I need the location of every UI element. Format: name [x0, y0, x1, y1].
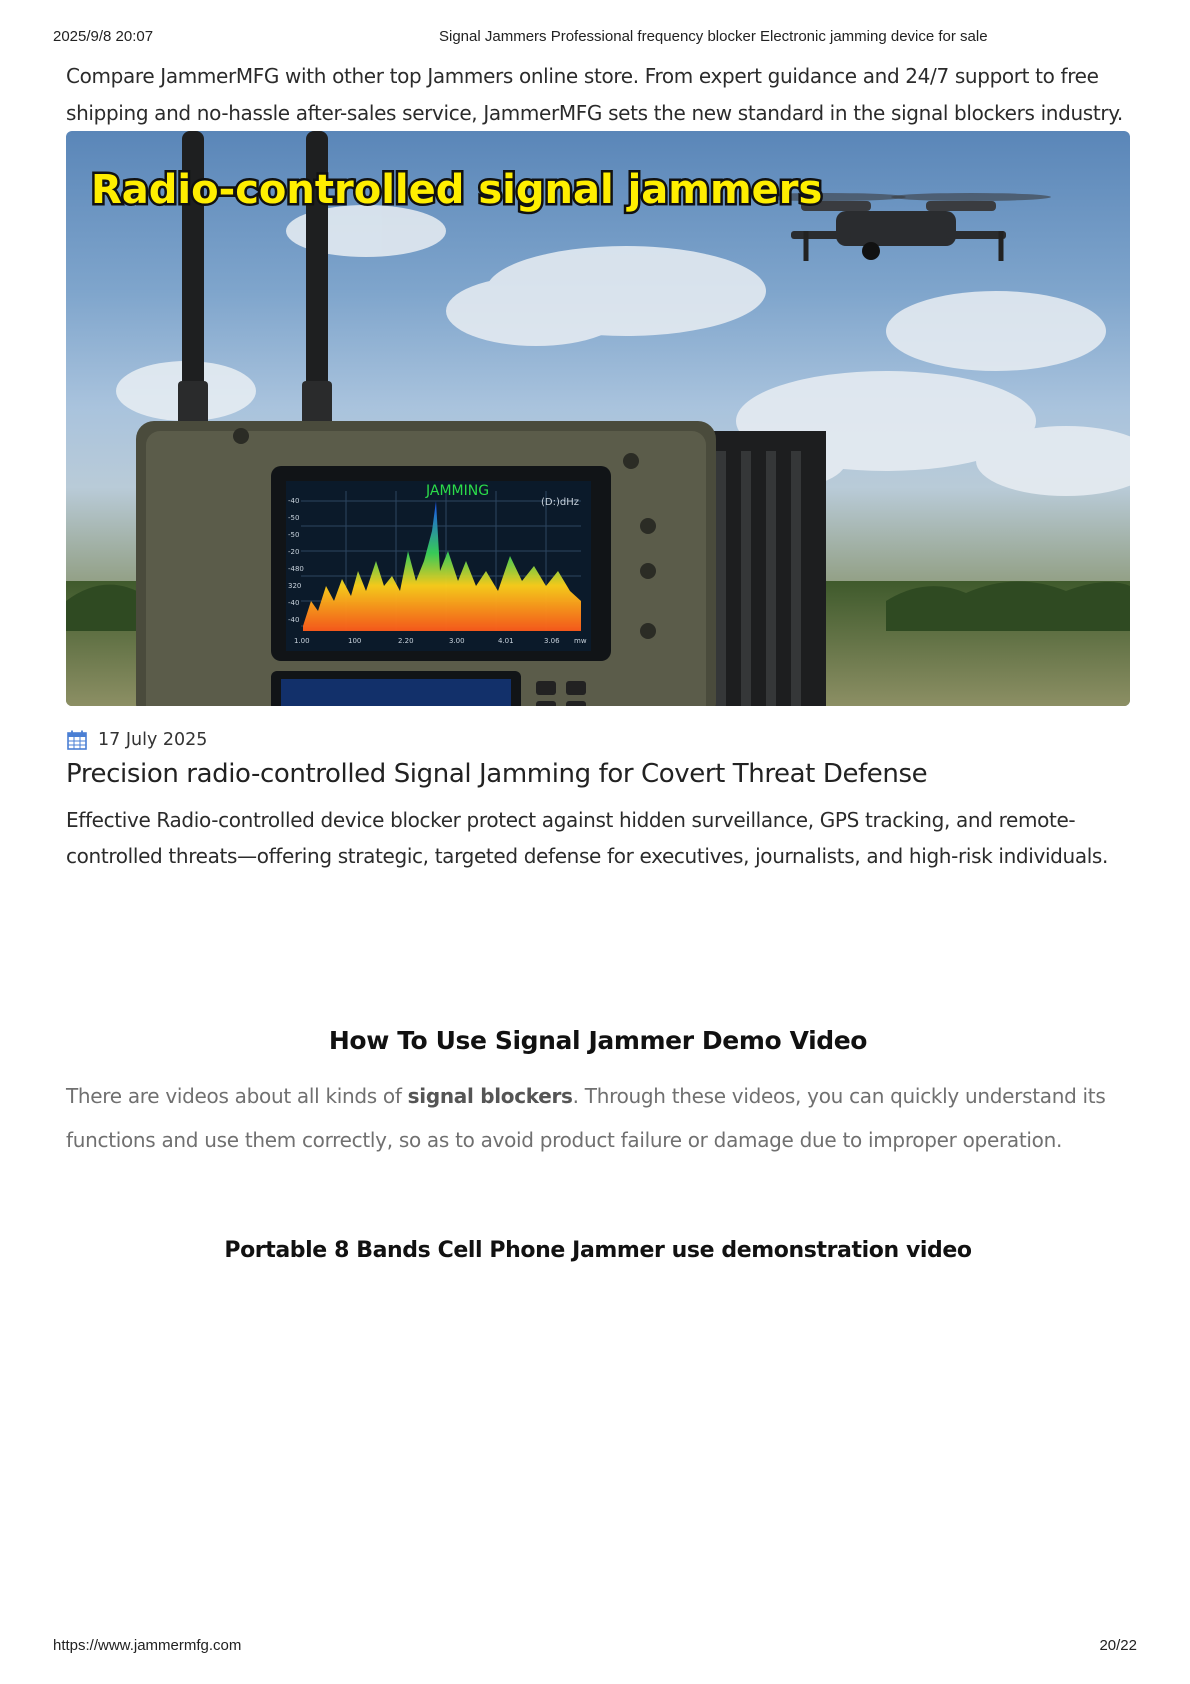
- post-title-link[interactable]: Precision radio-controlled Signal Jamming for Covert Threat Defense: [66, 759, 928, 789]
- demo-text-end: . Through these videos, you can quickly understand its: [572, 1084, 1106, 1108]
- print-header: [53, 28, 1137, 48]
- demo-text-line-1: [66, 1074, 1130, 1118]
- x-tick: 100: [348, 637, 362, 645]
- hero-overlay-title: Radio-controlled signal jammers: [91, 167, 823, 213]
- demo-section-title: How To Use Signal Jammer Demo Video: [328, 1026, 868, 1055]
- demo-text-start: There are videos about all kinds of: [66, 1084, 408, 1108]
- post-meta: [66, 728, 207, 752]
- post-date: 17 July 2025: [98, 730, 208, 750]
- intro-paragraph: [66, 58, 1130, 132]
- print-url: https://www.jammermfg.com: [53, 1637, 242, 1654]
- intro-line-1: Compare JammerMFG with other top Jammers online store. From expert guidance and 24/7 support to free: [66, 64, 1099, 88]
- jammer-device: [136, 421, 716, 706]
- y-tick: 320: [288, 582, 302, 590]
- print-page-title: Signal Jammers Professional frequency blocker Electronic jamming device for sale: [439, 28, 988, 45]
- signal-blockers-link[interactable]: signal blockers: [407, 1084, 573, 1108]
- page-number: 20/22: [1099, 1637, 1137, 1654]
- hero-image[interactable]: [66, 131, 1130, 706]
- y-tick: -40: [288, 497, 300, 505]
- x-tick: mw: [574, 637, 587, 645]
- x-tick: 4.01: [498, 637, 514, 645]
- post-excerpt: [66, 802, 1130, 874]
- y-tick: -40: [288, 616, 300, 624]
- x-tick: 2.20: [398, 637, 414, 645]
- intro-line-2: shipping and no-hassle after-sales service, JammerMFG sets the new standard in the signal blockers industry.: [66, 101, 1123, 125]
- video-title: Portable 8 Bands Cell Phone Jammer use demonstration video: [224, 1238, 972, 1263]
- print-footer: [53, 1637, 1137, 1657]
- y-tick: -40: [288, 599, 300, 607]
- y-tick: -480: [288, 565, 304, 573]
- x-tick: 3.06: [544, 637, 560, 645]
- y-tick: -20: [288, 548, 300, 556]
- excerpt-line-2: controlled threats—offering strategic, targeted defense for executives, journalists, and high-risk individuals.: [66, 844, 1109, 868]
- calendar-icon: [66, 729, 88, 751]
- demo-section-text: [66, 1074, 1130, 1162]
- y-tick: -50: [288, 531, 300, 539]
- y-tick: -50: [288, 514, 300, 522]
- x-tick: 3.00: [449, 637, 465, 645]
- x-tick: 1.00: [294, 637, 310, 645]
- screen-label: JAMMING: [426, 483, 490, 499]
- print-timestamp: 2025/9/8 20:07: [53, 28, 154, 45]
- demo-text-line-2: functions and use them correctly, so as to avoid product failure or damage due to improper operation.: [66, 1128, 1063, 1152]
- screen-unit: (D:)dHz: [541, 497, 579, 508]
- excerpt-line-1: Effective Radio-controlled device blocker protect against hidden surveillance, GPS tracking, and remote-: [66, 808, 1076, 832]
